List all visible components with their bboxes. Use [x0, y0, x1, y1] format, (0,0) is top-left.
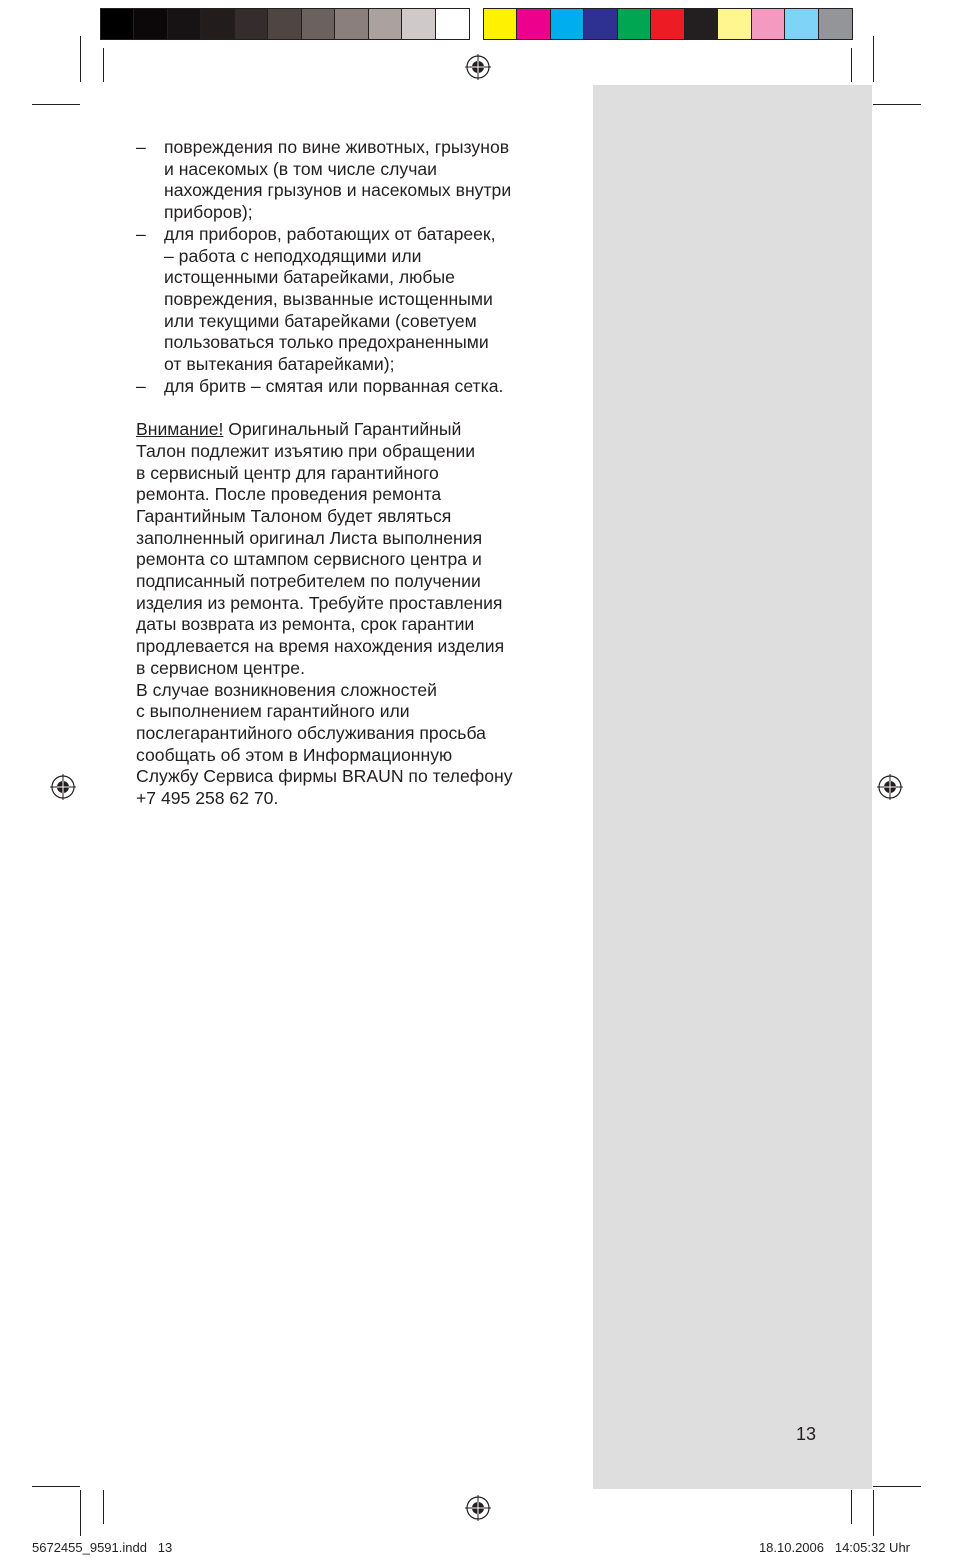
- crop-mark-bottom-right-v2: [873, 1490, 874, 1536]
- color-swatch: [651, 9, 684, 39]
- text-line: даты возврата из ремонта, срок гарантии: [136, 614, 475, 635]
- crop-mark-top-left-v2: [103, 48, 104, 82]
- color-swatch: [436, 9, 469, 39]
- text-line: Гарантийным Талоном будет являться: [136, 505, 452, 526]
- text-line: истощенными батарейками, любые: [164, 267, 455, 288]
- text-line: для бритв – смятая или порванная сетка.: [164, 375, 504, 396]
- text-line: для приборов, работающих от батареек,: [164, 223, 496, 244]
- text-line: и насекомых (в том числе случаи: [164, 158, 437, 179]
- color-swatch: [168, 9, 201, 39]
- color-swatch: [335, 9, 368, 39]
- text-line: Талон подлежит изъятию при обращении: [136, 440, 476, 461]
- crop-mark-bottom-left-v1: [80, 1490, 81, 1536]
- crop-mark-bottom-right-v1: [851, 1490, 852, 1524]
- text-line: послегарантийного обслуживания просьба: [136, 722, 486, 743]
- crop-mark-top-right-v2: [873, 36, 874, 82]
- text-line: повреждения по вине животных, грызунов: [164, 137, 510, 157]
- text-line: нахождения грызунов и насекомых внутри: [164, 180, 512, 201]
- text-line: пользоваться только предохраненными: [164, 332, 489, 353]
- color-swatch: [268, 9, 301, 39]
- text-line: – работа с неподходящими или: [164, 245, 422, 266]
- list-dash: –: [136, 375, 146, 396]
- gray-side-panel: [593, 85, 872, 1489]
- text-line: изделия из ремонта. Требуйте проставления: [136, 592, 503, 613]
- color-swatch: [685, 9, 718, 39]
- list-dash: –: [136, 137, 146, 157]
- text-line: +7 495 258 62 70.: [136, 788, 279, 809]
- notice-first-line: Оригинальный Гарантийный: [223, 419, 462, 440]
- color-swatch: [235, 9, 268, 39]
- text-line: продлевается на время нахождения изделия: [136, 636, 505, 657]
- text-line: в сервисный центр для гарантийного: [136, 462, 439, 483]
- text-line: подписанный потребителем по получении: [136, 571, 481, 592]
- text-line: с выполнением гарантийного или: [136, 701, 410, 722]
- color-swatch: [402, 9, 435, 39]
- color-swatch: [134, 9, 167, 39]
- color-swatch: [201, 9, 234, 39]
- text-line: повреждения, вызванные истощенными: [164, 288, 493, 309]
- text-line: приборов);: [164, 202, 253, 223]
- registration-mark-top-icon: [465, 54, 491, 80]
- color-swatch: [517, 9, 550, 39]
- color-swatch: [718, 9, 751, 39]
- notice-label: Внимание!: [136, 419, 224, 440]
- crop-mark-top-right-h: [873, 104, 921, 105]
- slug-timestamp: 18.10.2006 14:05:32 Uhr: [758, 1540, 910, 1555]
- text-line: сообщать об этом в Информационную: [136, 744, 453, 765]
- text-line: В случае возникновения сложностей: [136, 679, 437, 700]
- color-swatch: [752, 9, 785, 39]
- paragraph-gap: [136, 397, 566, 419]
- color-swatch: [618, 9, 651, 39]
- text-line: в сервисном центре.: [136, 657, 305, 678]
- list-item: [136, 137, 566, 224]
- text-line: от вытекания батарейками);: [164, 354, 395, 375]
- color-swatch: [785, 9, 818, 39]
- grayscale-color-bar: [100, 8, 470, 40]
- text-line: ремонта. После проведения ремонта: [136, 484, 442, 505]
- color-swatch: [584, 9, 617, 39]
- registration-mark-bottom-icon: [465, 1495, 491, 1521]
- text-line: ремонта со штампом сервисного центра и: [136, 549, 482, 570]
- contact-paragraph: [136, 680, 566, 810]
- slug-file-info: 5672455_9591.indd 13: [32, 1540, 173, 1555]
- color-swatch: [369, 9, 402, 39]
- text-line: Службу Сервиса фирмы BRAUN по телефону: [136, 766, 513, 787]
- color-swatch: [101, 9, 134, 39]
- color-swatch: [302, 9, 335, 39]
- color-swatch: [484, 9, 517, 39]
- color-swatch: [819, 9, 852, 39]
- crop-mark-bottom-left-v2: [103, 1490, 104, 1524]
- crop-mark-top-right-v1: [851, 48, 852, 82]
- notice-paragraph: [136, 419, 566, 679]
- registration-mark-left-icon: [50, 774, 76, 800]
- crop-mark-top-left-v1: [80, 36, 81, 82]
- warranty-text-block: [136, 137, 566, 810]
- page-number: 13: [796, 1424, 817, 1444]
- color-swatch: [551, 9, 584, 39]
- list-dash: –: [136, 223, 146, 244]
- cmyk-color-bar: [483, 8, 853, 40]
- text-line: или текущими батарейками (советуем: [164, 310, 477, 331]
- crop-mark-bottom-left-h: [32, 1486, 80, 1487]
- crop-mark-bottom-right-h: [873, 1486, 921, 1487]
- exclusion-list: [136, 137, 566, 397]
- list-item: [136, 376, 566, 398]
- list-item: [136, 224, 566, 376]
- crop-mark-top-left-h: [32, 104, 80, 105]
- notice-lines: [136, 441, 566, 680]
- text-line: заполненный оригинал Листа выполнения: [136, 527, 483, 548]
- registration-mark-right-icon: [877, 774, 903, 800]
